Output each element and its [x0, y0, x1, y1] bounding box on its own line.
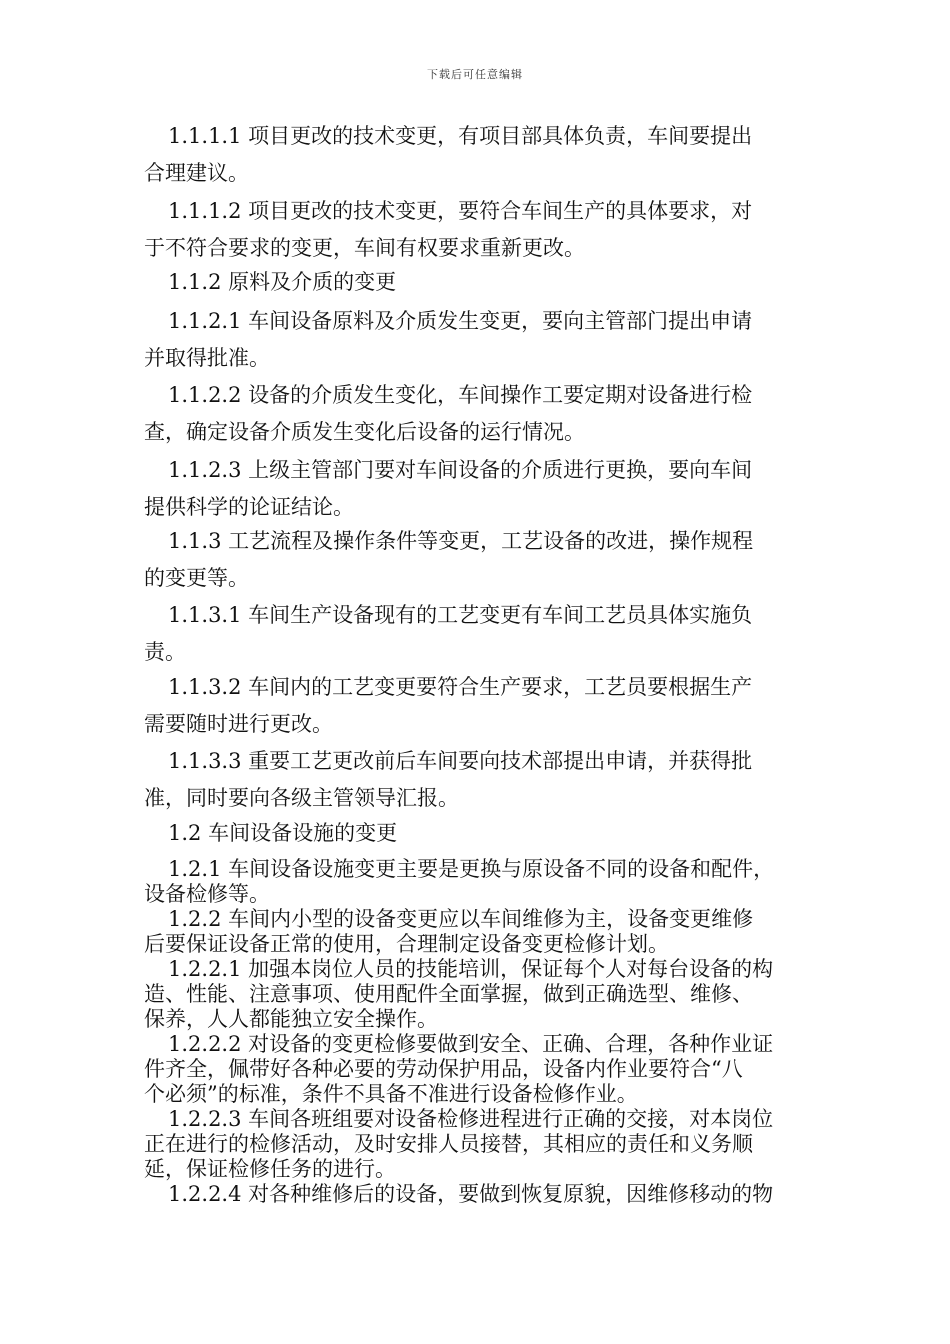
paragraph-line: 1.2.1 车间设备设施变更主要是更换与原设备不同的设备和配件，: [168, 857, 775, 881]
paragraph-line: 1.1.3.2 车间内的工艺变更要符合生产要求，工艺员要根据生产: [168, 675, 753, 699]
paragraph-line: 1.1.3.1 车间生产设备现有的工艺变更有车间工艺员具体实施负: [168, 603, 753, 627]
paragraph-line: 并取得批准。: [144, 346, 270, 370]
paragraph-line: 1.1.2 原料及介质的变更: [168, 270, 397, 294]
paragraph: [144, 377, 824, 451]
paragraph-line: 1.2.2.1 加强本岗位人员的技能培训，保证每个人对每台设备的构: [168, 957, 774, 981]
paragraph-line: 正在进行的检修活动，及时安排人员接替，其相应的责任和义务顺: [144, 1132, 753, 1156]
paragraph-line: 1.1.1.2 项目更改的技术变更，要符合车间生产的具体要求，对: [168, 199, 753, 223]
paragraph-line: 延，保证检修任务的进行。: [144, 1157, 396, 1181]
paragraph-line: 1.2.2 车间内小型的设备变更应以车间维修为主，设备变更维修: [168, 907, 754, 931]
paragraph-line: 于不符合要求的变更，车间有权要求重新更改。: [144, 236, 585, 260]
paragraph-line: 1.1.2.1 车间设备原料及介质发生变更，要向主管部门提出申请: [168, 309, 753, 333]
paragraph-line: 造、性能、注意事项、使用配件全面掌握，做到正确选型、维修、: [144, 982, 753, 1006]
paragraph: [144, 597, 824, 671]
paragraph-line: 1.2.2.3 车间各班组要对设备检修进程进行正确的交接，对本岗位: [168, 1107, 774, 1131]
paragraph: [144, 1032, 824, 1107]
paragraph-line: 1.2.2.2 对设备的变更检修要做到安全、正确、合理，各种作业证: [168, 1032, 774, 1056]
paragraph: [144, 957, 824, 1032]
paragraph: [144, 907, 824, 957]
paragraph: [144, 523, 824, 597]
paragraph-line: 1.1.2.3 上级主管部门要对车间设备的介质进行更换，要向车间: [168, 458, 753, 482]
paragraph-line: 准，同时要向各级主管领导汇报。: [144, 786, 459, 810]
paragraph: [144, 303, 824, 377]
paragraph: [144, 452, 824, 526]
paragraph-line: 查，确定设备介质发生变化后设备的运行情况。: [144, 420, 585, 444]
paragraph-line: 的变更等。: [144, 566, 249, 590]
paragraph-line: 1.1.3.3 重要工艺更改前后车间要向技术部提出申请，并获得批: [168, 749, 753, 773]
paragraph-line: 1.2 车间设备设施的变更: [168, 821, 398, 845]
paragraph-line: 1.2.2.4 对各种维修后的设备，要做到恢复原貌，因维修移动的物: [168, 1182, 774, 1206]
paragraph: [144, 669, 824, 743]
paragraph-line: 后要保证设备正常的使用，合理制定设备变更检修计划。: [144, 932, 669, 956]
page-header: 下载后可任意编辑: [427, 68, 523, 81]
paragraph-line: 合理建议。: [144, 161, 249, 185]
paragraph-line: 设备检修等。: [144, 882, 270, 906]
paragraph-line: 1.1.1.1 项目更改的技术变更，有项目部具体负责，车间要提出: [168, 124, 753, 148]
paragraph-line: 责。: [144, 640, 186, 664]
paragraph-line: 提供科学的论证结论。: [144, 495, 354, 519]
paragraph-line: 件齐全，佩带好各种必要的劳动保护用品，设备内作业要符合“八: [144, 1057, 743, 1081]
paragraph: [144, 743, 824, 817]
paragraph-line: 1.1.3 工艺流程及操作条件等变更，工艺设备的改进，操作规程: [168, 529, 754, 553]
section-heading: [144, 815, 824, 852]
paragraph-line: 需要随时进行更改。: [144, 712, 333, 736]
paragraph-line: 1.1.2.2 设备的介质发生变化，车间操作工要定期对设备进行检: [168, 383, 753, 407]
paragraph-line: 个必须”的标准，条件不具备不准进行设备检修作业。: [144, 1082, 638, 1106]
paragraph: [144, 118, 824, 192]
paragraph: [144, 857, 824, 907]
paragraph: [144, 1182, 824, 1207]
paragraph-line: 保养，人人都能独立安全操作。: [144, 1007, 438, 1031]
paragraph: [144, 193, 824, 267]
paragraph: [144, 1107, 824, 1182]
section-heading: [144, 264, 824, 301]
